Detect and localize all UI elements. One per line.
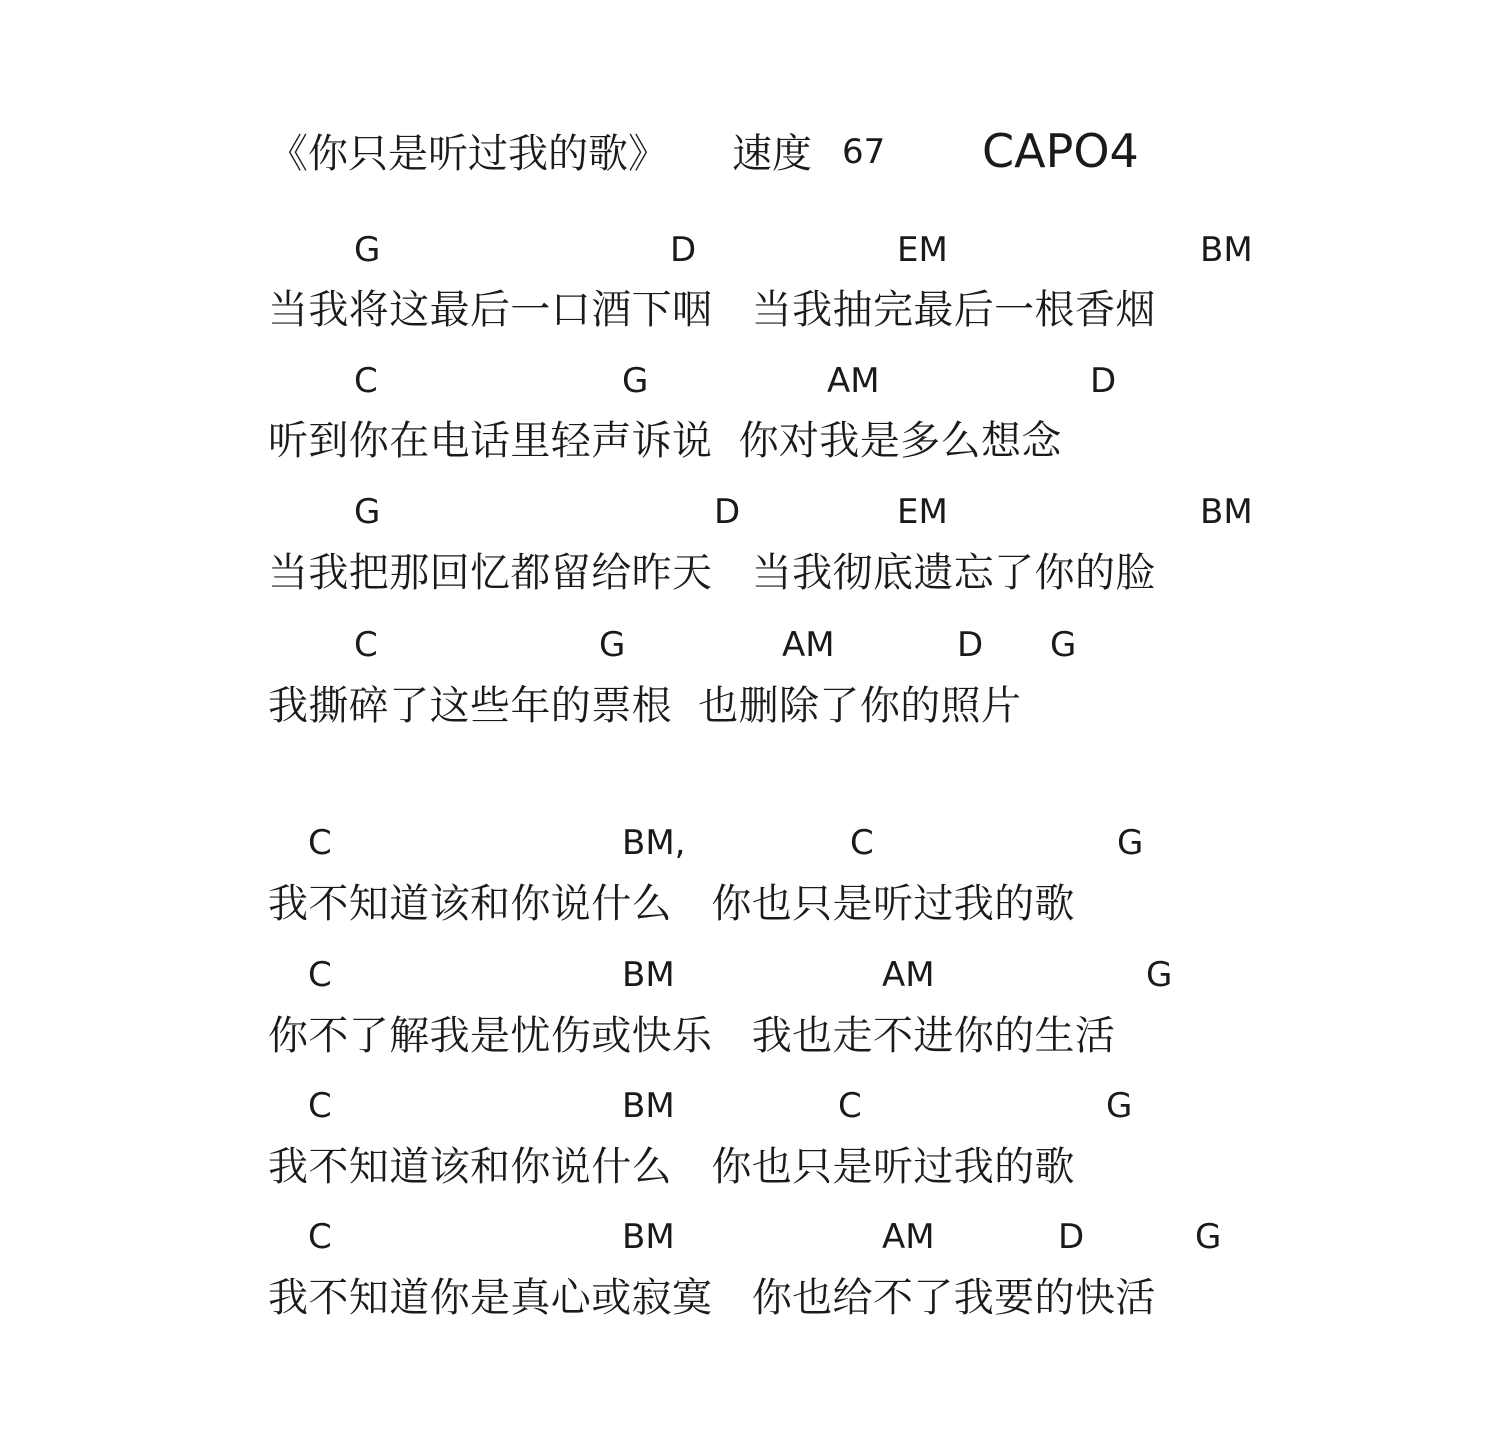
chord: G [1117,823,1144,863]
lyric-line: 我不知道该和你说什么 你也只是听过我的歌 [268,881,1075,927]
chord: C [308,955,332,995]
lyric-line: 我撕碎了这些年的票根 也删除了你的照片 [268,683,1022,729]
chord-line [0,819,1500,867]
chord: AM [827,361,880,401]
chord: G [1050,625,1077,665]
lyric-line: 我不知道你是真心或寂寞 你也给不了我要的快活 [268,1275,1156,1321]
capo-label: CAPO4 [982,124,1139,178]
chord: EM [897,492,948,532]
chord: C [354,625,378,665]
chord-line [0,1082,1500,1130]
chord-line [0,357,1500,405]
chord: EM [897,230,948,270]
chord: AM [782,625,835,665]
chord: AM [882,1217,935,1257]
chord: AM [882,955,935,995]
chord: D [957,625,984,665]
chord: C [308,1086,332,1126]
chord: BM [622,1217,675,1257]
chord: G [354,492,381,532]
chord-line [0,226,1500,274]
chord: C [850,823,874,863]
chord: D [1090,361,1117,401]
chord-line [0,488,1500,536]
chord: BM [622,955,675,995]
lyric-line: 当我把那回忆都留给昨天 当我彻底遗忘了你的脸 [268,550,1156,596]
chord: C [838,1086,862,1126]
chord: G [599,625,626,665]
chord: BM [1200,492,1253,532]
chord: G [354,230,381,270]
tempo-value: 67 [842,132,886,172]
chord: C [354,361,378,401]
lyric-line: 你不了解我是忧伤或快乐 我也走不进你的生活 [268,1013,1116,1059]
chord: D [714,492,741,532]
chord: BM, [622,823,686,863]
lyric-line: 听到你在电话里轻声诉说 你对我是多么想念 [268,418,1062,464]
chord: G [1195,1217,1222,1257]
chord: D [1058,1217,1085,1257]
lyric-line: 我不知道该和你说什么 你也只是听过我的歌 [268,1144,1075,1190]
chord: G [1146,955,1173,995]
chord: C [308,1217,332,1257]
lyric-line: 当我将这最后一口酒下咽 当我抽完最后一根香烟 [268,287,1156,333]
tempo-label: 速度 [732,131,812,177]
song-title: 《你只是听过我的歌》 [268,131,668,177]
chord: D [670,230,697,270]
chord: G [622,361,649,401]
chord: BM [622,1086,675,1126]
chord-line [0,1213,1500,1261]
chord-line [0,621,1500,669]
chord-line [0,951,1500,999]
chord: BM [1200,230,1253,270]
chord: C [308,823,332,863]
chord: G [1106,1086,1133,1126]
